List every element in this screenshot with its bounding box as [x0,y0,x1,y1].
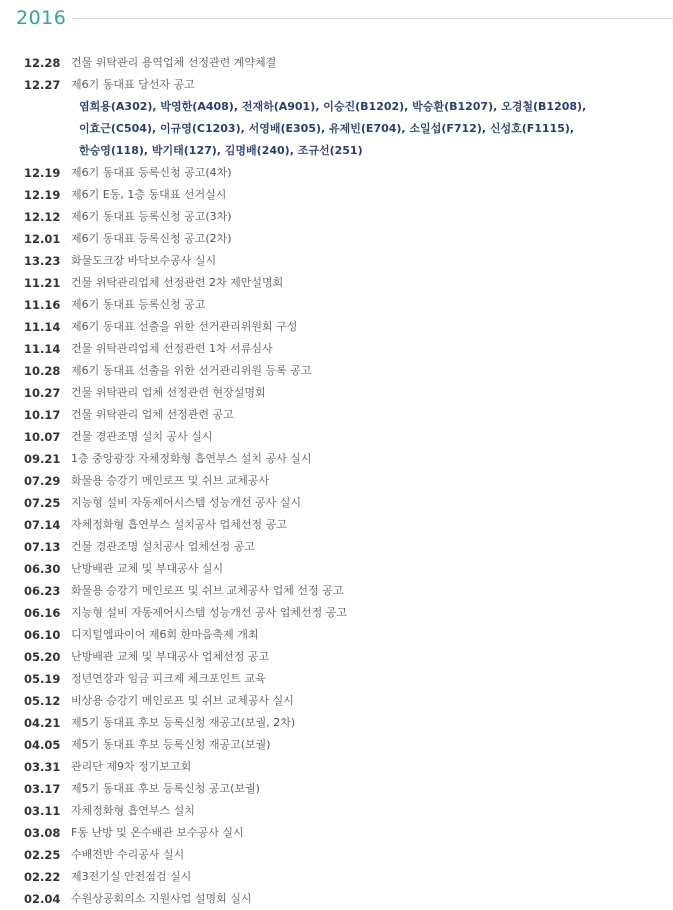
event-description: 건물 위탁관리 용역업체 선정관련 계약체결 [71,56,277,69]
event-date: 12.01 [24,232,61,246]
timeline-item [0,294,673,316]
event-date: 06.10 [24,628,61,642]
timeline-item [0,74,673,96]
year-header [16,6,673,30]
event-description: 1층 중앙광장 자체정화형 흡연부스 설치 공사 실시 [71,452,312,465]
timeline-item [0,250,673,272]
timeline-item [0,382,673,404]
event-date: 12.28 [24,56,61,70]
event-date: 12.19 [24,188,61,202]
event-description: 지능형 설비 자동제어시스템 성능개선 공사 업체선정 공고 [71,606,348,619]
event-date: 12.27 [24,78,61,92]
event-description: 건물 위탁관리업체 선정관련 1차 서류심사 [71,342,273,355]
event-description: 수배전반 수리공사 실시 [71,848,185,861]
event-date: 02.22 [24,870,61,884]
event-date: 05.19 [24,672,61,686]
event-date: 10.17 [24,408,61,422]
event-description: 화물도크장 바닥보수공사 실시 [71,254,217,267]
timeline-item [0,668,673,690]
timeline-item [0,492,673,514]
event-date: 13.23 [24,254,61,268]
event-description: 난방배관 교체 및 부대공사 업체선정 공고 [71,650,270,663]
event-description: 건물 경관조명 설치 공사 실시 [71,430,213,443]
event-description: 수원상공회의소 지원사업 설명회 실시 [71,892,252,905]
event-date: 12.19 [24,166,61,180]
timeline-item [0,338,673,360]
timeline-item [0,558,673,580]
event-date: 07.13 [24,540,61,554]
event-date: 06.30 [24,562,61,576]
timeline-item [0,536,673,558]
event-description: 건물 위탁관리 업체 선정관련 공고 [71,408,234,421]
timeline-item [0,602,673,624]
event-date: 03.17 [24,782,61,796]
timeline-item [0,470,673,492]
event-description: 건물 위탁관리 업체 선정관련 현장설명회 [71,386,266,399]
event-description: 제3전기실 안전점검 실시 [71,870,192,883]
event-date: 03.31 [24,760,61,774]
elected-names-line [0,118,673,140]
timeline-list [0,52,673,910]
timeline-item [0,162,673,184]
event-date: 11.14 [24,320,61,334]
event-description: 비상용 승강기 메인로프 및 쉬브 교체공사 실시 [71,694,294,707]
event-description: 난방배관 교체 및 부대공사 실시 [71,562,224,575]
event-description: 제6기 E동, 1층 동대표 선거실시 [71,188,227,201]
event-date: 02.04 [24,892,61,906]
event-date: 02.25 [24,848,61,862]
timeline-item [0,690,673,712]
event-date: 12.12 [24,210,61,224]
timeline-item [0,404,673,426]
timeline-item [0,228,673,250]
timeline-item [0,712,673,734]
event-date: 06.23 [24,584,61,598]
event-description: 제6기 동대표 등록신청 공고(3차) [71,210,232,223]
event-description: 제6기 동대표 선출을 위한 선거관리위원회 구성 [71,320,298,333]
event-description: 제6기 동대표 등록신청 공고(4차) [71,166,232,179]
event-date: 03.08 [24,826,61,840]
timeline-item [0,184,673,206]
timeline-item [0,206,673,228]
event-description: 건물 위탁관리업체 선정관련 2차 제안설명회 [71,276,284,289]
elected-names-line [0,96,673,118]
event-description: 자체정화형 흡연부스 설치 [71,804,195,817]
timeline-item [0,646,673,668]
event-description: 디지털엠파이어 제6회 한마음축제 개최 [71,628,259,641]
event-description: 제5기 동대표 후보 등록신청 재공고(보궐) [71,738,271,751]
event-description: 제6기 동대표 등록신청 공고 [71,298,206,311]
event-date: 06.16 [24,606,61,620]
event-description: 화물용 승강기 메인로프 및 쉬브 교체공사 [71,474,270,487]
timeline-item [0,734,673,756]
event-date: 05.12 [24,694,61,708]
timeline-item [0,272,673,294]
event-description: 자체정화형 흡연부스 설치공사 업체선정 공고 [71,518,287,531]
event-date: 10.07 [24,430,61,444]
event-description: 관리단 제9차 정기보고회 [71,760,192,773]
timeline-item [0,822,673,844]
timeline-item [0,514,673,536]
event-description: 지능형 설비 자동제어시스템 성능개선 공사 실시 [71,496,302,509]
elected-names: 한승영(118), 박기태(127), 김명배(240), 조규선(251) [79,144,363,157]
event-date: 09.21 [24,452,61,466]
timeline-item [0,866,673,888]
event-description: 화물용 승강기 메인로프 및 쉬브 교체공사 업체 선정 공고 [71,584,344,597]
event-date: 11.16 [24,298,61,312]
timeline-item [0,800,673,822]
timeline-item [0,888,673,910]
event-date: 07.14 [24,518,61,532]
event-date: 07.29 [24,474,61,488]
timeline-item [0,756,673,778]
event-description: 정년연장과 임금 피크제 체크포인트 교육 [71,672,266,685]
event-date: 04.05 [24,738,61,752]
timeline-item [0,316,673,338]
timeline-item [0,426,673,448]
event-date: 05.20 [24,650,61,664]
timeline-item [0,360,673,382]
timeline-item [0,52,673,74]
timeline-item [0,448,673,470]
event-date: 03.11 [24,804,61,818]
event-description: F동 난방 및 온수배관 보수공사 실시 [71,826,244,839]
event-date: 10.27 [24,386,61,400]
event-description: 제5기 동대표 후보 등록신청 재공고(보궐, 2차) [71,716,296,729]
event-date: 11.21 [24,276,61,290]
elected-names: 염희용(A302), 박영한(A408), 전재하(A901), 이승진(B1202), 박승환(B1207), 오경철(B1208), [79,100,587,113]
timeline-item [0,580,673,602]
event-date: 11.14 [24,342,61,356]
event-date: 04.21 [24,716,61,730]
timeline-item [0,844,673,866]
event-date: 10.28 [24,364,61,378]
event-description: 제6기 동대표 선출을 위한 선거관리위원 등록 공고 [71,364,312,377]
event-description: 제6기 동대표 당선자 공고 [71,78,195,91]
timeline-item [0,624,673,646]
event-description: 제6기 동대표 등록신청 공고(2차) [71,232,232,245]
event-description: 제5기 동대표 후보 등록신청 공고(보궐) [71,782,260,795]
event-description: 건물 경관조명 설치공사 업체선정 공고 [71,540,256,553]
elected-names-line [0,140,673,162]
year-divider [73,18,673,19]
year-title: 2016 [16,7,67,29]
timeline-item [0,778,673,800]
event-date: 07.25 [24,496,61,510]
elected-names: 이효근(C504), 이규영(C1203), 서영배(E305), 유제빈(E704), 소일섭(F712), 신성호(F1115), [79,122,575,135]
